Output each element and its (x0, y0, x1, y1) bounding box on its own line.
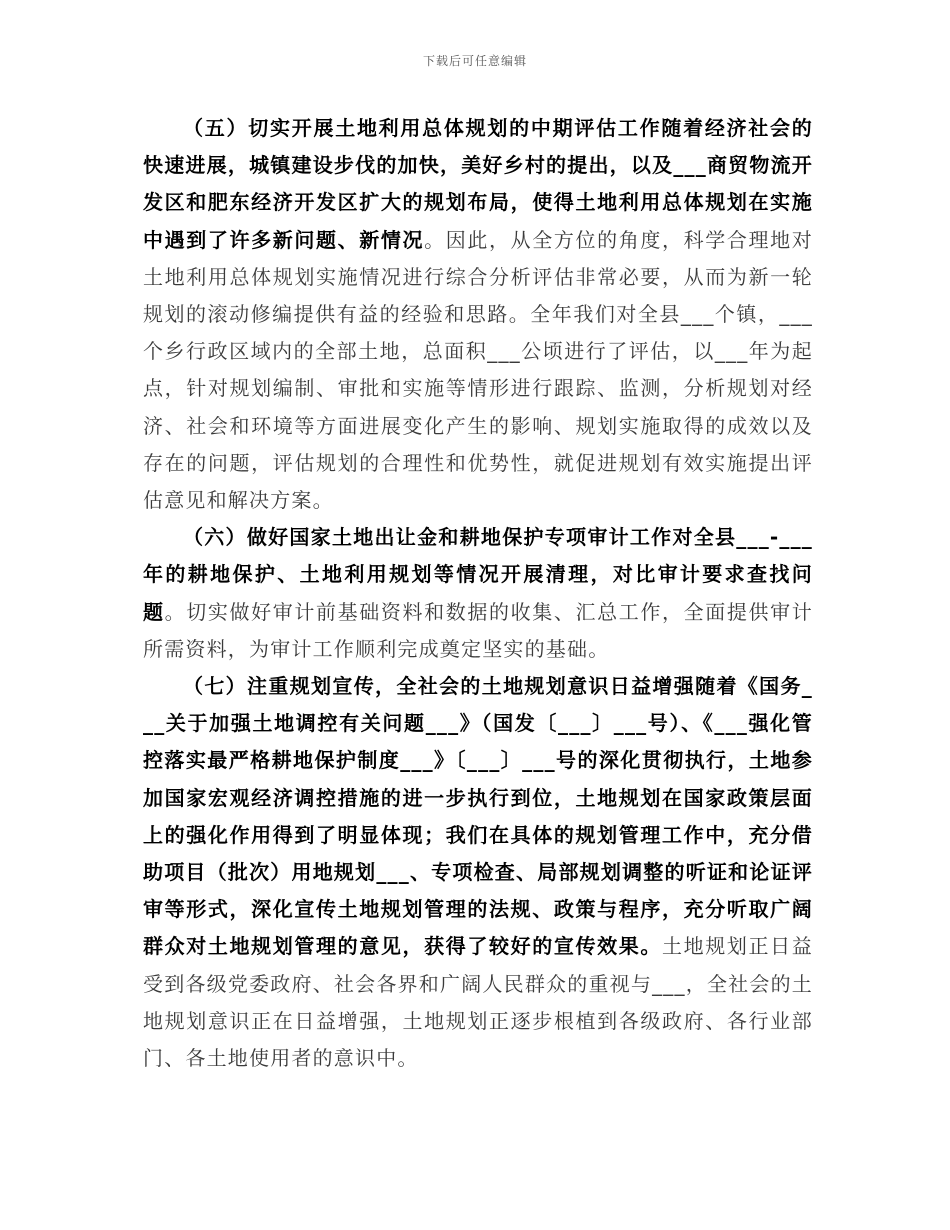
paragraph-section-6 (143, 519, 813, 668)
section-6-heading: （六）做好国家土地出让金和耕地保护专项审计工作对全县___-___年的耕地保护、土地利用规划等情况开展清理，对比审计要求查找问题 (143, 525, 813, 624)
section-6-body: 。切实做好审计前基础资料和数据的收集、汇总工作，全面提供审计所需资料，为审计工作顺利完成奠定坚实的基础。 (143, 599, 814, 661)
page-header: 下载后可任意编辑 (422, 54, 527, 68)
document-body (143, 110, 813, 1077)
paragraph-section-7 (143, 668, 813, 1077)
section-5-heading: （五）切实开展土地利用总体规划的中期评估工作随着经济社会的快速进展，城镇建设步伐的加快，美好乡村的提出，以及___商贸物流开发区和肥东经济开发区扩大的规划布局，使得土地利用总体规划在实施中遇到了许多新问题、新情况 (143, 116, 813, 252)
section-7-heading: （七）注重规划宣传，全社会的土地规划意识日益增强随着《国务___关于加强土地调控有关问题___》（国发〔___〕___号）、《___强化管控落实最严格耕地保护制度___》〔___〕___号的深化贯彻执行，土地参加国家宏观经济调控措施的进一步执行到位，土地规划在国家政策层面上的强化作用得到了明显体现；我们在具体的规划管理工作中，充分借助项目（批次）用地规划___、专项检查、局部规划调整的听证和论证评审等形式，深化宣传土地规划管理的法规、政策与程序，充分听取广阔群众对土地规划管理的意见，获得了较好的宣传效果。 (143, 674, 813, 959)
section-7-body: 土地规划正日益受到各级党委政府、社会各界和广阔人民群众的重视与___，全社会的土地规划意识正在日益增强，土地规划正逐步根植到各级政府、各行业部门、各土地使用者的意识中。 (143, 934, 813, 1071)
paragraph-section-5 (143, 110, 813, 519)
section-5-body: 。因此，从全方位的角度，科学合理地对土地利用总体规划实施情况进行综合分析评估非常必要，从而为新一轮规划的滚动修编提供有益的经验和思路。全年我们对全县___个镇，___个乡行政区域内的全部土地，总面积___公顷进行了评估，以___年为起点，针对规划编制、审批和实施等情形进行跟踪、监测，分析规划对经济、社会和环境等方面进展变化产生的影响、规划实施取得的成效以及存在的问题，评估规划的合理性和优势性，就促进规划有效实施提出评估意见和解决方案。 (143, 227, 813, 513)
